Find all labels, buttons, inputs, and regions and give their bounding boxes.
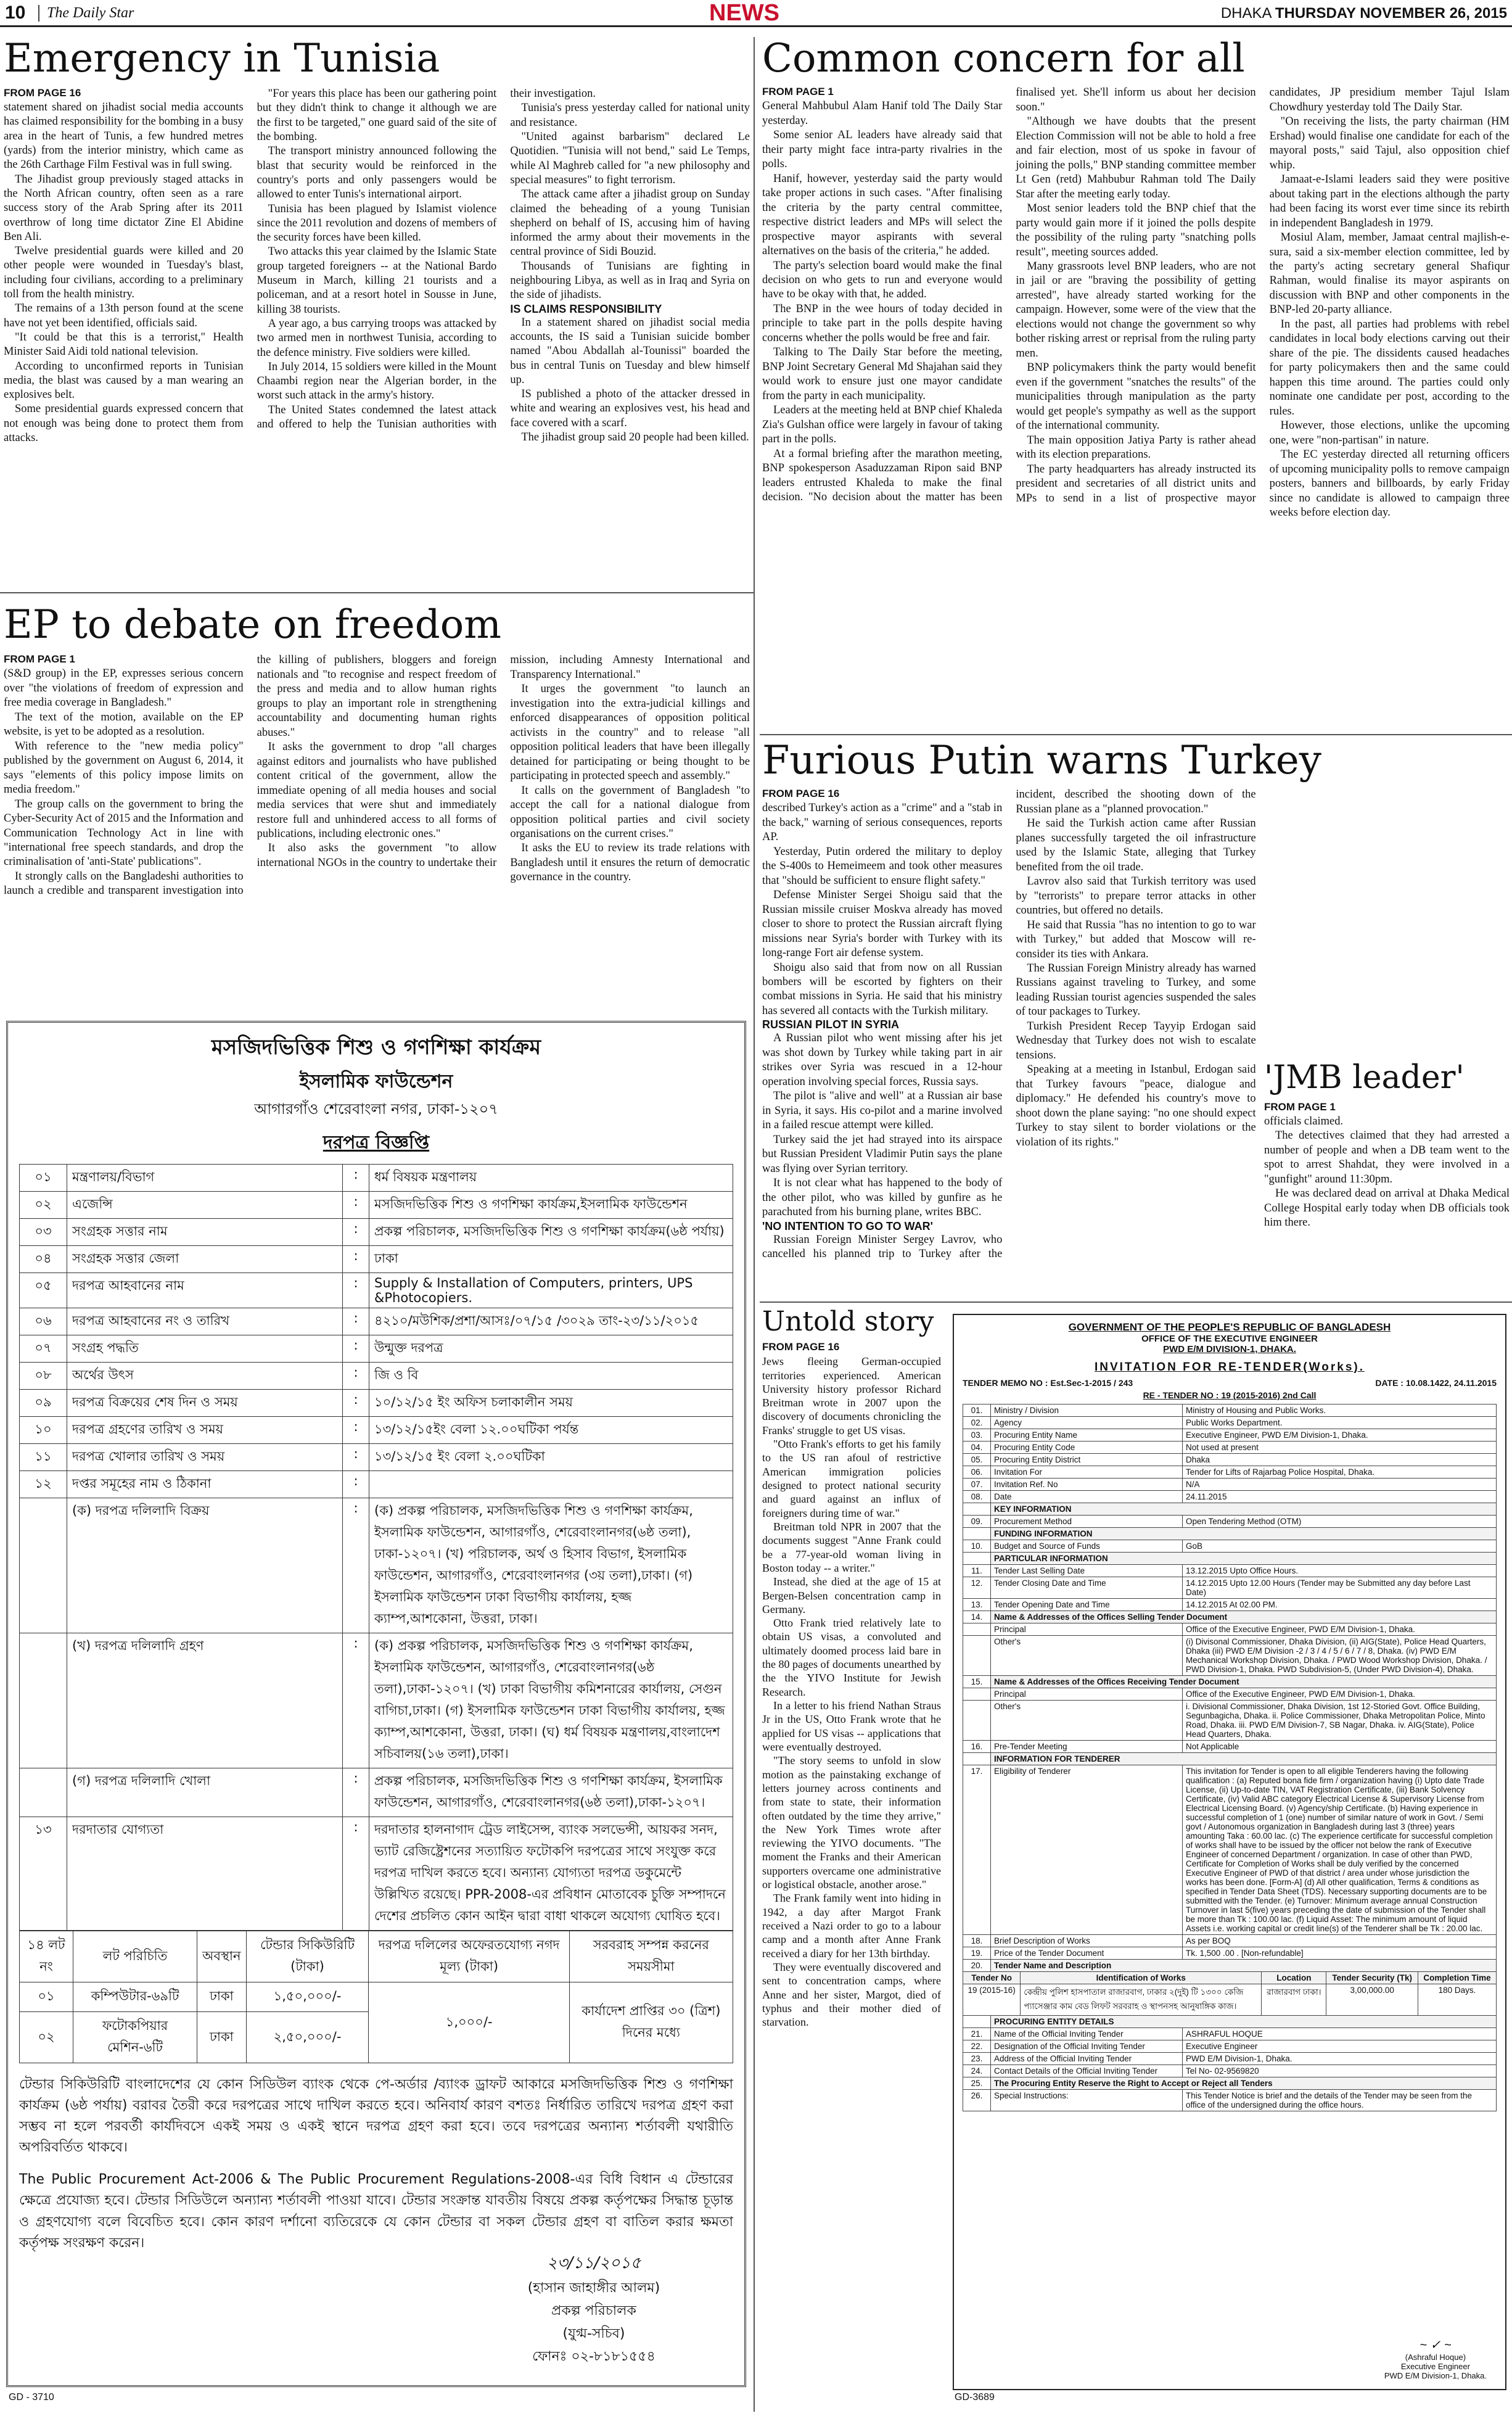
- jump-line: FROM PAGE 16: [4, 87, 81, 99]
- ad-row: ১৩ দরদাতার যোগ্যতা : দরদাতার হালনাগাদ ট্রেড লাইসেন্স, ব্যাংক সলভেন্সী, আয়কর সনদ, ভ্যাট রেজিষ্ট্রেশনের সত্যায়িত ফটোকপি দরপত্রের সাথে সংযুক্ত করে দরপত্র দাখিল করতে হবে। অন্যান্য যোগ্যতা দরপত্র ডকুমেন্টে উল্লিখিত রয়েছে। PPR-2008-এর প্রবিধান মোতাবেক চুক্তি সম্পাদনে দেশের প্রচলিত কোন আইন দ্বারা বাধা থাকলে অযোগ্য ঘোষিত হবে।: [20, 1817, 733, 1931]
- headline: EP to debate on freedom: [4, 602, 501, 648]
- paragraph: The transport ministry announced following the blast that security would be reinforced in the country's ports and only passengers would be allowed to enter Tunis's international airport.: [257, 145, 497, 201]
- tender-code: GD-3689: [955, 2392, 995, 2403]
- tender-row: 04. Procuring Entity Code Not used at present: [963, 1442, 1497, 1454]
- paragraph: The Jihadist group previously staged attacks in the North African country, often seen as a rare success story of the Arab Spring after its 2011 overthrow of long time dictator Zine El Abidine Ben Ali.: [4, 173, 244, 243]
- tender-row: 23. Address of the Official Inviting Tender PWD E/M Division-1, Dhaka.: [963, 2053, 1497, 2065]
- ad-row: ০৯ দরপত্র বিক্রয়ের শেষ দিন ও সময় : ১০/১২/১৫ ইং অফিস চলাকালীন সময়: [20, 1390, 733, 1417]
- paragraph: The text of the motion, available on the EP website, is yet to be adopted as a resolution.: [4, 711, 244, 738]
- ad-row: ০৪ সংগ্রহক সত্তার জেলা : ঢাকা: [20, 1246, 733, 1273]
- article-body: [4, 87, 750, 556]
- paragraph: It also asks the government "to allow international NGOs in the country to undertake their mission, including Amnesty International and Transparency International.": [257, 654, 750, 869]
- section-rule: [0, 592, 754, 593]
- paragraph: A year ago, a bus carrying troops was attacked by two armed men in northwest Tunisia, according to the defence ministry. Five soldiers were killed.: [257, 317, 497, 359]
- paragraph: Tunisia has been plagued by Islamist violence since the 2011 revolution and dozens of members of the security forces have been killed.: [257, 202, 497, 244]
- paragraph: Yesterday, Putin ordered the military to deploy the S-400s to Hemeimeem and took other measures that "should be sufficient to ensure flight safety.": [762, 845, 1003, 887]
- paragraph: It is not clear what has happened to the body of the other pilot, who was killed by gunfire as he parachuted from his burning plane, writes BBC.: [762, 1177, 1003, 1219]
- tender-table: [963, 1404, 1497, 1972]
- paragraph: The detectives claimed that they had arrested a number of people and when a DB team went to the spot to arrest Shahdat, they were involved in a "gunfight" around 11:30pm.: [1264, 1129, 1510, 1186]
- paragraph: The main opposition Jatiya Party is rather ahead with its election preparations.: [1016, 434, 1256, 461]
- tender-row: KEY INFORMATION: [963, 1503, 1497, 1516]
- tender-date: DATE : 10.08.1422, 24.11.2015: [1375, 1378, 1497, 1388]
- tender-row: 02. Agency Public Works Department.: [963, 1417, 1497, 1429]
- ad-row: ০৩ সংগ্রহক সত্তার নাম : প্রকল্প পরিচালক, মসজিদভিত্তিক শিশু ও গণশিক্ষা কার্যক্রম(৬ষ্ঠ পর্যায়): [20, 1219, 733, 1246]
- tender-row: 15. Name & Addresses of the Offices Receiving Tender Document: [963, 1676, 1497, 1688]
- paragraph: officials claimed.: [1264, 1115, 1344, 1128]
- tender-division: PWD E/M DIVISION-1, DHAKA.: [1163, 1344, 1296, 1355]
- signatory-title: প্রকল্প পরিচালক: [551, 2303, 636, 2319]
- section-rule: [760, 1301, 1512, 1303]
- paragraph: described Turkey's action as a "crime" and a "stab in the back," warning of serious consequences, reports AP.: [762, 802, 1003, 844]
- tender-row: Other's i. Divisional Commissioner, Dhaka Division, 1st 12-Storied Govt. Office Building, Segunbagicha, Dhaka. ii. Police Commissioner, Dhaka Metropolitan Police, Minto Road, Dhaka. iii. PWD E/M Division-7, SB Nagar, Dhaka. iv. AIG(State), Police Head Quarters, Dhaka.: [963, 1701, 1497, 1741]
- tender-row: 11. Tender Last Selling Date 13.12.2015 Upto Office Hours.: [963, 1565, 1497, 1577]
- headline: Furious Putin warns Turkey: [762, 738, 1321, 783]
- paragraph: It urges the government "to launch an investigation into the extra-judicial killings and enforced disappearances of opposition political activists in the country" and to release "all opposition political leaders that have been illegally detained for participating or being thought to be participating in protected speech and assembly.": [510, 683, 750, 783]
- ad-row: ০২ এজেন্সি : মসজিদভিত্তিক শিশু ও গণশিক্ষা কার্যক্রম,ইসলামিক ফাউন্ডেশন: [20, 1192, 733, 1219]
- tender-row: Principal Office of the Executive Engineer, PWD E/M Division-1, Dhaka.: [963, 1688, 1497, 1701]
- section-name: NEWS: [709, 0, 779, 26]
- tender-memo-line: [963, 1378, 1497, 1388]
- tender-office: OFFICE OF THE EXECUTIVE ENGINEER: [1141, 1334, 1318, 1344]
- ad-footer-2: The Public Procurement Act-2006 & The Public Procurement Regulations-2008-এর বিধি বিধান এ টেন্ডারের ক্ষেত্রে প্রযোজ্য হবে। টেন্ডার সিডিউলে অন্যান্য শর্তাবলী পাওয়া যাবে। টেন্ডার সংক্রান্ত যাবতীয় বিষয়ে প্রকল্প কর্তৃপক্ষের সিদ্ধান্ত চূড়ান্ত ও গ্রহণযোগ্য বলে বিবেচিত হবে। কোন কারণ দর্শানো ব্যতিরেকে যে কোন টেন্ডার বা সকল টেন্ডার গ্রহণ বা বাতিল করার ক্ষমতা কর্তৃপক্ষ সংরক্ষণ করেন।: [19, 2172, 733, 2251]
- tender-row: FUNDING INFORMATION: [963, 1528, 1497, 1540]
- paragraph: Most senior leaders told the BNP chief that the party would gain more if it joined the polls despite the possibility of the ruling party "snatching polls result", meeting sources added.: [1016, 202, 1256, 258]
- paper-name: The Daily Star: [38, 5, 134, 22]
- paragraph: Leaders at the meeting held at BNP chief Khaleda Zia's Gulshan office were largely in favour of taking part in the polls.: [762, 404, 1003, 446]
- paragraph: General Mahbubul Alam Hanif told The Daily Star yesterday.: [762, 100, 1003, 127]
- article-body: [4, 653, 750, 974]
- ad-row: ০৮ অর্থের উৎস : জি ও বি: [20, 1363, 733, 1390]
- paragraph: The party's selection board would make the final decision on who gets to run and everyone would have to be okay with that, he added.: [762, 259, 1003, 301]
- paragraph: The pilot is "alive and well" at a Russian air base in Syria, it says. His co-pilot and a marine involved in a failed rescue attempt were killed.: [762, 1090, 1003, 1132]
- article-common-concern: [762, 38, 1510, 729]
- paragraph: Breitman told NPR in 2007 that the documents suggest "Anne Frank could be a 77-year-old woman living in Boston today -- a writer.": [762, 1520, 941, 1574]
- tender-row: 22. Designation of the Official Inviting Tender Executive Engineer: [963, 2040, 1497, 2053]
- subhead: 'NO INTENTION TO GO TO WAR': [762, 1219, 933, 1232]
- paragraph: In July 2014, 15 soldiers were killed in the Mount Chaambi region near the Algerian border, in the worst such attack in the army's history.: [257, 360, 497, 402]
- paragraph: In a statement shared on jihadist social media accounts, the IS said a Tunisian suicide bomber named "Abou Abdallah al-Tounissi" boarded the bus in central Tunis on Tuesday and blew himself up.: [510, 316, 750, 386]
- paragraph: Turkish President Recep Tayyip Erdogan said Wednesday that Turkey does not wish to escalate tensions.: [1016, 1020, 1256, 1062]
- ad-notice-title: দরপত্র বিজ্ঞপ্তি: [323, 1132, 430, 1153]
- tender-signatory-title: Executive Engineer: [1400, 2362, 1470, 2371]
- ad-title: মসজিদভিত্তিক শিশু ও গণশিক্ষা কার্যক্রম: [211, 1035, 541, 1060]
- tender-row: 26. Special Instructions: This Tender Notice is brief and the details of the Tender may be seen from the office of the undersigned during the office hours.: [963, 2090, 1497, 2111]
- lot-table: [19, 1931, 733, 2063]
- ad-row: (খ) দরপত্র দলিলাদি গ্রহণ : (ক) প্রকল্প পরিচালক, মসজিদভিত্তিক শিশু ও গণশিক্ষা কার্যক্রম, ইসলামিক ফাউন্ডেশন, আগারগাঁও, শেরেবাংলানগর(৬ষ্ঠ তলা),ঢাকা-১২০৭। (খ) ঢাকা বিভাগীয় কমিশনারের কার্যালয়, সেগুন বাগিচা,ঢাকা। (গ) ইসলামিক ফাউন্ডেশন ঢাকা বিভাগীয় কার্যালয়, হজ্জ ক্যাম্প,আশকোনা, উত্তরা, ঢাকা। (ঘ) ধর্ম বিষয়ক মন্ত্রণালয়,বাংলাদেশ সচিবালয়(১৬ তলা),ঢাকা।: [20, 1633, 733, 1768]
- paragraph: Some senior AL leaders have already said that their party might face intra-party rivalries in the polls.: [762, 129, 1003, 171]
- paragraph: The United States condemned the latest attack and offered to help the Tunisian authorities with their investigation.: [257, 88, 596, 431]
- paragraph: With reference to the "new media policy" published by the government on August 6, 2014, it says "elements of this policy impose limits on media freedom.": [4, 740, 244, 796]
- paragraph: Many grassroots level BNP leaders, who are not in jail or are "braving the possibility of getting arrested", have already started working for the campaign. However, some were of the view that the elections would not change the government so why bother risking arrest or reprisal from the ruling party men.: [1016, 260, 1256, 360]
- masthead: [0, 0, 1512, 27]
- paragraph: He said that Russia "has no intention to go to war with Turkey," but added that Moscow will re-consider its ties with Ankara.: [1016, 918, 1256, 960]
- issue-date: DHAKA THURSDAY NOVEMBER 26, 2015: [1220, 5, 1507, 22]
- page-number: 10: [5, 2, 26, 23]
- paragraph: Jews fleeing German-occupied territories experienced. American University history professor Richard Breitman wrote in 2007 upon the discovery of documents chronicling the Franks' struggle to get US visas.: [762, 1355, 941, 1437]
- lot-header-row: ১৪ লট নং লট পরিচিতি অবস্থান টেন্ডার সিকিউরিটি (টাকা) দরপত্র দলিলের অফেরতযোগ্য নগদ মূল্য (টাকা) সরবরাহ সম্পন্ন করনের সময়সীমা: [20, 1931, 733, 1982]
- paragraph: Tunisia's press yesterday called for national unity and resistance.: [510, 102, 750, 129]
- tender-row: PARTICULAR INFORMATION: [963, 1553, 1497, 1565]
- paragraph: Defense Minister Sergei Shoigu said that the Russian missile cruiser Moskva already has moved closer to shore to protect the Russian aircraft flying missions near Syria's border with Turkey with its long-range Fort air defense system.: [762, 889, 1003, 960]
- paragraph: He said the Turkish action came after Russian planes successfully targeted the oil infrastructure used by the Islamic State, alleging that Turkey benefited from the oil trade.: [1016, 817, 1256, 873]
- article-body: [762, 86, 1510, 703]
- ad-row: ০১ মন্ত্রণালয়/বিভাগ : ধর্ম বিষয়ক মন্ত্রণালয়: [20, 1165, 733, 1192]
- column-rule: [754, 37, 755, 2412]
- tender-row: 16. Pre-Tender Meeting Not Applicable: [963, 1741, 1497, 1753]
- paragraph: (S&D group) in the EP, expresses serious concern over "the violations of freedom of expression and free media coverage in Bangladesh.": [4, 667, 244, 709]
- subhead: RUSSIAN PILOT IN SYRIA: [762, 1018, 900, 1031]
- ad-row: ১১ দরপত্র খোলার তারিখ ও সময় : ১৩/১২/১৫ ইং বেলা ২.০০ঘটিকা: [20, 1444, 733, 1471]
- signatory-rank: (যুগ্ম-সচিব): [562, 2326, 625, 2341]
- paragraph: It calls on the government of Bangladesh "to accept the call for a national dialogue from opposition political parties and civil society organisations on the current crises.": [510, 784, 750, 840]
- paragraph: IS published a photo of the attacker dressed in white and wearing an explosives vest, his head and face covered with a scarf.: [510, 388, 750, 429]
- paragraph: BNP policymakers think the party would benefit even if the government "snatches the results" of the municipalities through manipulation as the party would get people's sympathy as well as the support of the international community.: [1016, 361, 1256, 432]
- paragraph: The BNP in the wee hours of today decided in principle to take part in the polls despite having concerns whether the polls would be free and fair.: [762, 302, 1003, 344]
- paragraph: The jihadist group said 20 people had been killed.: [521, 431, 749, 444]
- works-row: 19 (2015-16) কেন্দ্রীয় পুলিশ হাসপাতাল রাজারবাগ, ঢাকার ২(দুই) টি ১৩০০ কেজি প্যাসেঞ্জার কাম বেড লিফট সরবরাহ ও স্থাপনসহ আনুষাঙ্গিক কাজ। রাজারবাগ ঢাকা। 3,00,000.00 180 Days.: [963, 1984, 1497, 2016]
- ad-table: [19, 1164, 733, 1931]
- tender-gov: GOVERNMENT OF THE PEOPLE'S REPUBLIC OF BANGLADESH: [1068, 1321, 1391, 1333]
- tender-row: Principal Office of the Executive Engineer, PWD E/M Division-1, Dhaka.: [963, 1623, 1497, 1636]
- paragraph: It strongly calls on the Bangladeshi authorities to launch a credible and transparent investigation into the killing of publishers, bloggers and foreign nationals and "to recognise and respect freedom of the press and media and to allow human rights groups to play an important role in strengthening accountability and documenting human rights abuses.": [4, 654, 497, 897]
- tender-signature: ~ ✓ ~ (Ashraful Hoque) Executive Engineer PWD E/M Division-1, Dhaka.: [1384, 2338, 1487, 2380]
- tender-row: Other's (i) Divisonal Commissioner, Dhaka Division, (ii) AIG(State), Police Head Quarters, Dhaka (iii) PWD E/M Division -2 / 3 / 4 / 5 / 6 / 7 / 8, Dhaka. (iv) PWD E/M Mechanical Workshop Division, Dhaka. / PWD Wood Workshop Division, Dhaka. / PWD Division-1, Dhaka. PWD Subdivision-5, (Under PWD Division-4), Dhaka.: [963, 1636, 1497, 1676]
- works-table: [963, 1971, 1497, 2016]
- ad-row: (গ) দরপত্র দলিলাদি খোলা : প্রকল্প পরিচালক, মসজিদভিত্তিক শিশু ও গণশিক্ষা কার্যক্রম, ইসলামিক ফাউন্ডেশন, আগারগাঁও, শেরেবাংলানগর(৬ষ্ঠ তলা),ঢাকা-১২০৭।: [20, 1768, 733, 1817]
- paragraph: Lavrov also said that Turkish territory was used by "terrorists" to prepare terror attacks in other countries, but offered no details.: [1016, 875, 1256, 917]
- tender-row: 10. Budget and Source of Funds GoB: [963, 1540, 1497, 1553]
- paragraph: At a formal briefing after the marathon meeting, BNP spokesperson Asaduzzaman Ripon said BNP leaders entrusted Khaleda to make the final decision. "No decision about the matter has been finalised yet. She'll inform us about her decision soon.": [762, 86, 1256, 504]
- subhead: IS CLAIMS RESPONSIBILITY: [510, 302, 662, 315]
- tender-signatory: (Ashraful Hoque): [1405, 2353, 1466, 2362]
- paragraph: Some presidential guards expressed concern that not enough was being done to protect them from attacks.: [4, 403, 244, 445]
- tender-row: 18. Brief Description of Works As per BOQ: [963, 1935, 1497, 1947]
- paragraph: Two attacks this year claimed by the Islamic State group targeted foreigners -- at the National Bardo Museum in March, killing 21 tourists and a policeman, and at a resort hotel in Sousse in June, killing 38 tourists.: [257, 245, 497, 316]
- ad-row: ০৫ দরপত্র আহবানের নাম : Supply & Installation of Computers, printers, UPS &Photocopiers.: [20, 1273, 733, 1308]
- paragraph: Talking to The Daily Star before the meeting, BNP Joint Secretary General Md Shajahan said they would work to ensure just one mayor candidate from the party in each municipality.: [762, 346, 1003, 402]
- paragraph: Shoigu also said that from now on all Russian bombers will be escorted by fighters on their combat missions in Syria. He said that his ministry has severed all contacts with the Turkish military.: [762, 961, 1003, 1017]
- paragraph: In the past, all parties had problems with rebel candidates in local body elections carving out their share of the pie. The dissidents caused headaches for party policymakers then and the same could happen this time around. The parties could only nominate one candidate per post, according to the rules.: [1269, 318, 1510, 418]
- paragraph: "United against barbarism" declared Le Quotidien. "Tunisia will not bend," said Le Temps, while Al Maghreb called for "a new philosophy and special measures" to fight terrorism.: [510, 131, 750, 186]
- ad-footer-1: টেন্ডার সিকিউরিটি বাংলাদেশের যে কোন সিডিউল ব্যাংক থেকে পে-অর্ডার /ব্যাংক ড্রাফট আকারে মসজিদভিত্তিক শিশু ও গণশিক্ষা কার্যক্রম (৬ষ্ঠ পর্যায়) বরাবর তৈরী করে দরপত্রের সাথে দাখিল করতে হবে। অনিবার্য কারণ বশতঃ নির্ধারিত তারিখে দরপত্র গ্রহণ করা সম্ভব না হলে পরবর্তী কার্যদিবসে একই সময় ও একই স্থানে দরপত্র গ্রহণ করা হবে। তবে দরপত্রের অন্যান্য শর্তাবলী যথারীতি অপরিবর্তিত থাকবে।: [19, 2077, 733, 2156]
- jump-line: FROM PAGE 1: [762, 86, 834, 98]
- paragraph: However, those elections, unlike the upcoming one, were "non-partisan" in nature.: [1269, 419, 1510, 447]
- ad-row: ১২ দপ্তর সমূহের নাম ও ঠিকানা :: [20, 1471, 733, 1498]
- paragraph: The group calls on the government to bring the Cyber-Security Act of 2015 and the Information and Communication Technology Act in line with "international free speech standards, and drop the criminalisation of 'anti-State' publications".: [4, 798, 244, 868]
- tender-row: 21. Name of the Official Inviting Tender ASHRAFUL HOQUE: [963, 2028, 1497, 2040]
- headline: Common concern for all: [762, 36, 1245, 81]
- article-tunisia: [4, 38, 750, 587]
- jump-line: FROM PAGE 16: [762, 1341, 840, 1353]
- paragraph: Thousands of Tunisians are fighting in neighbouring Libya, as well as in Iraq and Syria on the side of jihadists.: [510, 260, 750, 302]
- paragraph: Speaking at a meeting in Istanbul, Erdogan said that Turkey favours "peace, dialogue and diplomacy." He defended his country's move to shoot down the plane saying: "no one should expect Turkey to stay silent to border violations or the violation of its rights.": [1016, 1063, 1256, 1149]
- paragraph: They were eventually discovered and sent to concentration camps, where Anne and her sister, Margot, died of typhus and their mother died of starvation.: [762, 1960, 941, 2029]
- tender-row: 12. Tender Closing Date and Time 14.12.2015 Upto 12.00 Hours (Tender may be Submitted any day before Last Date): [963, 1577, 1497, 1599]
- paragraph: The Russian Foreign Ministry already has warned Russians against traveling to Turkey, and some leading Russian tourist agencies suspended the sales of tour packages to Turkey.: [1016, 962, 1256, 1018]
- article-body: [1264, 1101, 1510, 1231]
- paragraph: He was declared dead on arrival at Dhaka Medical College Hospital early today when DB officials took him there.: [1264, 1187, 1510, 1229]
- ad-row: (ক) দরপত্র দলিলাদি বিক্রয় : (ক) প্রকল্প পরিচালক, মসজিদভিত্তিক শিশু ও গণশিক্ষা কার্যক্রম, ইসলামিক ফাউন্ডেশন, আগারগাঁও, শেরেবাংলানগর(৬ষ্ঠ তলা), ঢাকা-১২০৭। (খ) পরিচালক, অর্থ ও হিসাব বিভাগ, ইসলামিক ফাউন্ডেশন, আগারগাঁও, শেরেবাংলানগর (৩য় তলা),ঢাকা। (গ) ইসলামিক ফাউন্ডেশন ঢাকা বিভাগীয় কার্যালয়, হজ্জ ক্যাম্প,আশকোনা, উত্তরা, ঢাকা।: [20, 1498, 733, 1633]
- paragraph: The attack came after a jihadist group on Sunday claimed the beheading of a young Tunisian shepherd on behalf of IS, accusing him of having informed the army about their movements in the central province of Sidi Bouzid.: [510, 188, 750, 258]
- paragraph: Otto Frank tried relatively late to obtain US visas, a convoluted and ultimately doomed process laid bare in the 80 pages of documents unearthed by the the YIVO Institute for Jewish Research.: [762, 1617, 941, 1698]
- paragraph: Russian Foreign Minister Sergey Lavrov, who cancelled his planned trip to Turkey after the incident, described the shooting down of the Russian plane as a "planned provocation.": [762, 788, 1256, 1261]
- article-ep: [4, 604, 750, 1005]
- ad-org: ইসলামিক ফাউন্ডেশন: [299, 1071, 453, 1092]
- paragraph: According to unconfirmed reports in Tunisian media, the blast was caused by a man wearing an explosives belt.: [4, 360, 244, 402]
- tender-row: 24. Contact Details of the Official Inviting Tender Tel No- 02-9569820: [963, 2065, 1497, 2077]
- paragraph: Turkey said the jet had strayed into its airspace but Russian President Vladimir Putin says the plane was flying over Syrian territory.: [762, 1133, 1003, 1175]
- ad-code: GD - 3710: [9, 2392, 54, 2403]
- tender-row: 19. Price of the Tender Document Tk. 1,500 .00 . [Non-refundable]: [963, 1947, 1497, 1960]
- tender-memo: TENDER MEMO NO : Est.Sec-1-2015 / 243: [963, 1378, 1133, 1388]
- ad-row: ০৬ দরপত্র আহবানের নং ও তারিখ : ৪২১০/মউশিক/প্রশা/আসঃ/০৭/১৫ /৩০২৯ তাং-২৩/১১/২০১৫: [20, 1308, 733, 1335]
- tender-table-2: [963, 2015, 1497, 2111]
- lot-row: ০২ ফটোকপিয়ার মেশিন-৬টি ঢাকা ২,৫০,০০০/-: [20, 2012, 733, 2063]
- tender-row: PROCURING ENTITY DETAILS: [963, 2016, 1497, 2028]
- tender-row: 05. Procuring Entity District Dhaka: [963, 1454, 1497, 1466]
- tender-row: INFORMATION FOR TENDERER: [963, 1753, 1497, 1765]
- paragraph: The party headquarters has already instructed its president and secretaries of all district units and MPs to send in a list of prospective mayor candidates, JP presidium member Tajul Islam Chowdhury yesterday told The Daily Star.: [1016, 86, 1510, 505]
- paragraph: The Frank family went into hiding in 1942, a day after Margot Frank received a Nazi order to go to a labour camp and a month after Anne Frank received a diary for her 13th birthday.: [762, 1892, 941, 1960]
- lot-row: ০১ কম্পিউটার-৬৯টি ঢাকা ১,৫০,০০০/- ১,০০০/- কার্যাদেশ প্রাপ্তির ৩০ (ত্রিশ) দিনের মধ্যে: [20, 1982, 733, 2012]
- paragraph: "For years this place has been our gathering point but they didn't think to change it although we are the first to be targeted," one guard said of the site of the bombing.: [257, 88, 497, 144]
- tender-row: 06. Invitation For Tender for Lifts of Rajarbag Police Hospital, Dhaka.: [963, 1466, 1497, 1479]
- ad-row: ০৭ সংগ্রহ পদ্ধতি : উন্মুক্ত দরপত্র: [20, 1335, 733, 1363]
- tender-signatory-office: PWD E/M Division-1, Dhaka.: [1384, 2371, 1487, 2380]
- section-rule: [760, 734, 1512, 735]
- retender-no: RE - TENDER NO : 19 (2015-2016) 2nd Call: [1143, 1390, 1317, 1400]
- works-header: Tender No Identification of Works Location Tender Security (Tk) Completion Time: [963, 1972, 1497, 1984]
- ad-address: আগারগাঁও শেরেবাংলা নগর, ঢাকা-১২০৭: [254, 1100, 498, 1118]
- tender-row: 20. Tender Name and Description: [963, 1960, 1497, 1972]
- tender-row: 13. Tender Opening Date and Time 14.12.2015 At 02.00 PM.: [963, 1599, 1497, 1611]
- tender-row: 03. Procuring Entity Name Executive Engineer, PWD E/M Division-1, Dhaka.: [963, 1429, 1497, 1442]
- article-body: [762, 1341, 941, 2029]
- jump-line: FROM PAGE 1: [4, 653, 75, 666]
- jump-line: FROM PAGE 1: [1264, 1100, 1336, 1113]
- tender-title: INVITATION FOR RE-TENDER(Works).: [1095, 1361, 1365, 1374]
- headline: 'JMB leader': [1264, 1059, 1465, 1096]
- signatory-name: (হাসান জাহাঙ্গীর আলম): [527, 2280, 660, 2296]
- ad-row: ১০ দরপত্র গ্রহণের তারিখ ও সময় : ১৩/১২/১৫ইং বেলা ১২.০০ঘটিকা পর্যন্ত: [20, 1417, 733, 1444]
- paragraph: "The story seems to unfold in slow motion as the painstaking exchange of letters journey across continents and from state to state, their information often outdated by the time they arrive," the New York Times wrote after reviewing the YIVO documents. "The moment the Franks and their American supporters overcame one administrative or logistical obstacle, another arose.": [762, 1754, 941, 1891]
- paragraph: Instead, she died at the age of 15 at Bergen-Belsen concentration camp in Germany.: [762, 1575, 941, 1615]
- tender-notice-bangla: [6, 1021, 746, 2387]
- article-jmb-leader: [1264, 1061, 1510, 1295]
- headline: Emergency in Tunisia: [4, 36, 440, 81]
- tender-row: 17. Eligibility of Tenderer This invitation for Tender is open to all eligible Tenderers having the following qualification : (a) Reputed bona fide firm / organization having (i) Upto date Trade License, (ii) Up-to-date TIN, VAT Registration Certificate, (iii) Bank Solvency Certificate, (iv) Valid ABC category Electrical License & Supervisory License from Electrical Licensing Board. (v) Agency/ship Certificate. (b) Having experience in successful completion of 1 (one) number of similar nature of work in Govt. / Semi govt / Autonomous organization in Bangladesh during last 3 (three) years amounting Taka : 60.00 lac. (c) The experience certificate for successful completion of works shall have to be issued by the officer not below the rank of Executive Engineer of concerned Department / organization. In case of other than PWD, Certificate for Completion of Works shall be duly verified by the concerned Executive Engineer of PWD of that district / area under whose jurisdiction the works has been done. [Form-A] (d) All other qualification, Terms & conditions as specified in Tender Data Sheet (TDS). Necessary supporting documents are to be submitted with the Tender. (e) Turnover: Minimum average annual Construction Turnover in last 5(five) years preceding the date of submission of the Tender shall be more than Tk : 100.00 lac. (f) Liquid Asset: The minimum amount of liquid Assets i.e. working capital or credit line(s) of the Tenderer shall be Tk : 20.00 lac.: [963, 1765, 1497, 1935]
- paragraph: A Russian pilot who went missing after his jet was shot down by Turkey while taking part in air strikes over Syria was rescued in a 12-hour operation involving special forces, Russia says.: [762, 1032, 1003, 1088]
- paragraph: Mosiul Alam, member, Jamaat central majlish-e-sura, said a six-member election committee, led by the party's acting secretary general Shafiqur Rahman, would finalise its mayor aspirants on discussion with BNP and other components in the BNP-led 20-party alliance.: [1269, 231, 1510, 316]
- paragraph: The EC yesterday directed all returning officers of upcoming municipality polls to remove campaign posters, banners and billboards, by early Friday since no candidate is allowed to campaign three weeks before election day.: [1269, 448, 1510, 519]
- paragraph: "Although we have doubts that the present Election Commission will not be able to hold a free and fair election, most of us spoke in favour of joining the polls," BNP standing committee member Lt Gen (retd) Mahbubur Rahman told The Daily Star after the meeting early today.: [1016, 115, 1256, 200]
- signature-date: ২৩/১১/২০১৫: [546, 2254, 641, 2272]
- paragraph: In a letter to his friend Nathan Straus Jr in the US, Otto Frank wrote that he applied for US visas -- applications that were eventually destroyed.: [762, 1699, 941, 1753]
- tender-row: 07. Invitation Ref. No N/A: [963, 1479, 1497, 1491]
- tender-row: 09. Procurement Method Open Tendering Method (OTM): [963, 1516, 1497, 1528]
- headline: Untold story: [762, 1306, 934, 1337]
- tender-row: 01. Ministry / Division Ministry of Housing and Public Works.: [963, 1404, 1497, 1417]
- signature-block: [464, 2250, 723, 2369]
- paragraph: It asks the EU to review its trade relations with Bangladesh until it ensures the return of democratic governance in the country.: [510, 842, 750, 884]
- paragraph: It asks the government to drop "all charges against editors and journalists who have published content critical of the government, allow the immediate opening of all media houses and social media services that were shut and immediately restore full and unhindered access to all forms of publications, including electronic ones.": [257, 741, 497, 840]
- paragraph: "Otto Frank's efforts to get his family to the US ran afoul of restrictive American immigration policies designed to protect national security and guard against an influx of foreigners during time of war.": [762, 1438, 941, 1519]
- paragraph: Twelve presidential guards were killed and 20 other people were wounded in Tuesday's blast, including four civilians, according to a preliminary toll from the health ministry.: [4, 245, 244, 301]
- paragraph: "It could be that this is a terrorist," Health Minister Said Aidi told national television.: [4, 331, 244, 358]
- tender-notice-pwd: [953, 1314, 1506, 2390]
- paragraph: The remains of a 13th person found at the scene have not yet been identified, officials said.: [4, 302, 244, 329]
- jump-line: FROM PAGE 16: [762, 788, 840, 800]
- tender-row: 08. Date 24.11.2015: [963, 1491, 1497, 1503]
- tender-row: 25. The Procuring Entity Reserve the Right to Accept or Reject all Tenders: [963, 2077, 1497, 2090]
- tender-row: 14. Name & Addresses of the Offices Selling Tender Document: [963, 1611, 1497, 1623]
- paragraph: "On receiving the lists, the party chairman (HM Ershad) would finalise one candidate for each of the mayoral posts," said Tajul, also opposition chief whip.: [1269, 115, 1510, 171]
- paragraph: Hanif, however, yesterday said the party would take proper actions in such cases. "After finalising the criteria by the party central committee, respective district leaders and MPs will select the prospective mayor aspirants with several alternatives on the basis of the criteria," he added.: [762, 172, 1003, 258]
- signatory-phone: ফোনঃ ০২-৮১৮১৫৫৪: [532, 2349, 655, 2364]
- article-untold-story: [762, 1308, 941, 2406]
- paragraph: Jamaat-e-Islami leaders said they were positive about taking part in the elections although the party had been facing its worst ever time since its rebirth in independent Bangladesh in 1979.: [1269, 173, 1510, 229]
- paragraph: statement shared on jihadist social media accounts has claimed responsibility for the bombing in a busy area in the heart of Tunis, a few hundred metres (yards) from the interior ministry, which came as the 26th Carthage Film Festival was in full swing.: [4, 101, 244, 171]
